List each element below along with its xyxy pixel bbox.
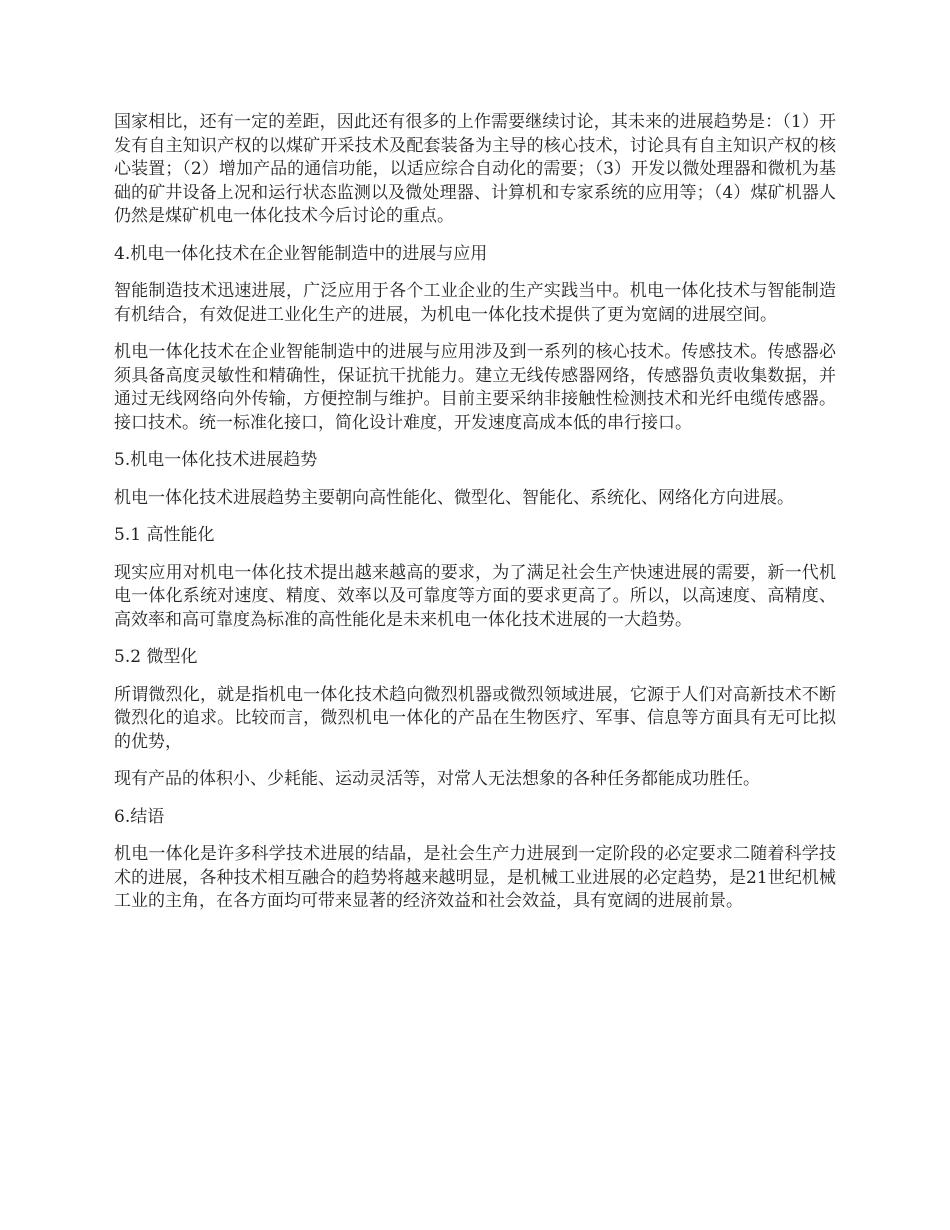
heading-section-4: 4.机电一体化技术在企业智能制造中的进展与应用 [114,243,488,264]
paragraph-smart-manufacturing: 智能制造技术迅速进展，广泛应用于各个工业企业的生产实践当中。机电一体化技术与智能制造有机结合，有效促进工业化生产的进展，为机电一体化技术提供了更为宽阔的进展空间。 [114,281,836,325]
paragraph-miniaturization: 所谓微烈化，就是指机电一体化技术趋向微烈机器或微烈领域进展，它源于人们对高新技术不断微烈化的追求。比较而言，微烈机电一体化的产品在生物医疗、军事、信息等方面具有无可比拟的优势， [114,684,836,752]
document-page [114,111,836,928]
heading-section-6: 6.结语 [114,806,165,827]
paragraph-miniaturization-advantages: 现有产品的体积小、少耗能、运动灵活等，对常人无法想象的各种任务都能成功胜任。 [114,769,760,789]
heading-section-5: 5.机电一体化技术进展趋势 [114,450,318,470]
heading-section-5-2: 5.2 微型化 [114,647,198,667]
paragraph-high-performance: 现实应用对机电一体化技术提出越来越高的要求，为了满足社会生产快速进展的需要，新一代机电一体化系统对速度、精度、效率以及可靠度等方面的要求更高了。所以，以高速度、高精度、高效率和高可靠度為标准的高性能化是未来机电一体化技术进展的一大趋势。 [114,562,836,630]
paragraph-future-trends: 国家相比，还有一定的差距，因此还有很多的上作需要继续讨论，其未来的进展趋势是：（1）开发有自主知识产权的以煤矿开采技术及配套装备为主导的核心技术，讨论具有自主知识产权的核心装置；（2）增加产品的通信功能，以适应综合自动化的需要；（3）开发以微处理器和微机为基础的矿井设备上况和运行状态监测以及微处理器、计算机和专家系统的应用等；（4）煤矿机器人仍然是煤矿机电一体化技术今后讨论的重点。 [114,112,836,226]
paragraph-core-technologies: 机电一体化技术在企业智能制造中的进展与应用涉及到一系列的核心技术。传感技术。传感器必须具备高度灵敏性和精确性，保证抗干扰能力。建立无线传感器网络，传感器负责收集数据，并通过无线网络向外传输，方便控制与维护。目前主要采纳非接触性检测技术和光纤电缆传感器。接口技术。统一标准化接口，简化设计难度，开发速度高成本低的串行接口。 [114,342,836,433]
heading-section-5-1: 5.1 高性能化 [114,525,215,545]
paragraph-trend-overview: 机电一体化技术进展趋势主要朝向高性能化、微型化、智能化、系统化、网络化方向进展。 [114,487,794,508]
paragraph-conclusion: 机电一体化是许多科学技术进展的结晶，是社会生产力进展到一定阶段的必定要求二随着科学技术的进展，各种技术相互融合的趋势将越来越明显，是机械工业进展的必定趋势，是21世纪机械工业的主角，在各方面均可带来显著的经济效益和社会效益，具有宽阔的进展前景。 [114,844,836,911]
